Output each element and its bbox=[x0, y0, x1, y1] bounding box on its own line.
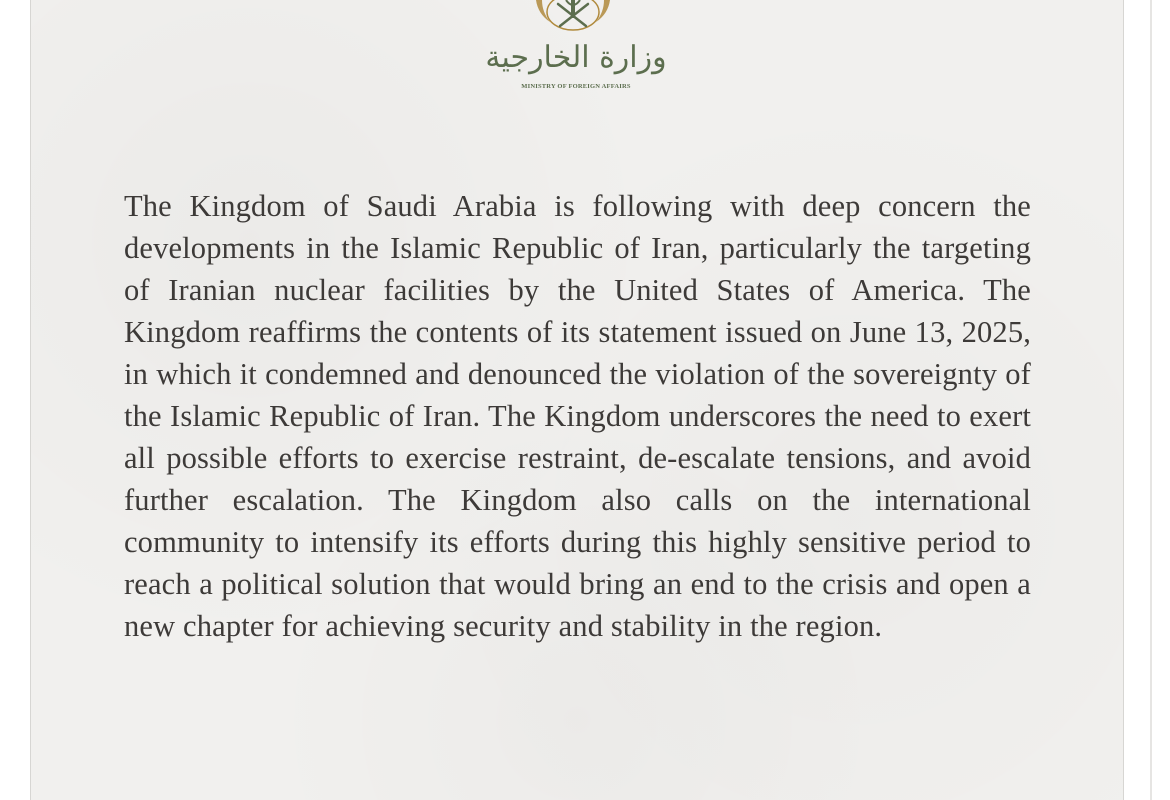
saudi-emblem-icon bbox=[528, 0, 618, 34]
page-edge bbox=[1150, 0, 1152, 800]
ministry-name-english: MINISTRY OF FOREIGN AFFAIRS bbox=[521, 83, 631, 90]
ministry-name-arabic: وزارة الخارجية bbox=[485, 40, 667, 75]
statement-body: The Kingdom of Saudi Arabia is following with deep concern the developments in the Islamic Republic of Iran, particularly the targeting of Iranian nuclear facilities by the United States of America. The Kingdom reaffirms the contents of its statement issued on June 13, 2025, in which it condemned and denounced the violation of the sovereignty of the Islamic Republic of Iran. The Kingdom underscores the need to exert all possible efforts to exercise restraint, de-escalate tensions, and avoid further escalation. The Kingdom also calls on the international community to intensify its efforts during this highly sensitive period to reach a political solution that would bring an end to the crisis and open a new chapter for achieving security and stability in the region. bbox=[124, 189, 1031, 643]
